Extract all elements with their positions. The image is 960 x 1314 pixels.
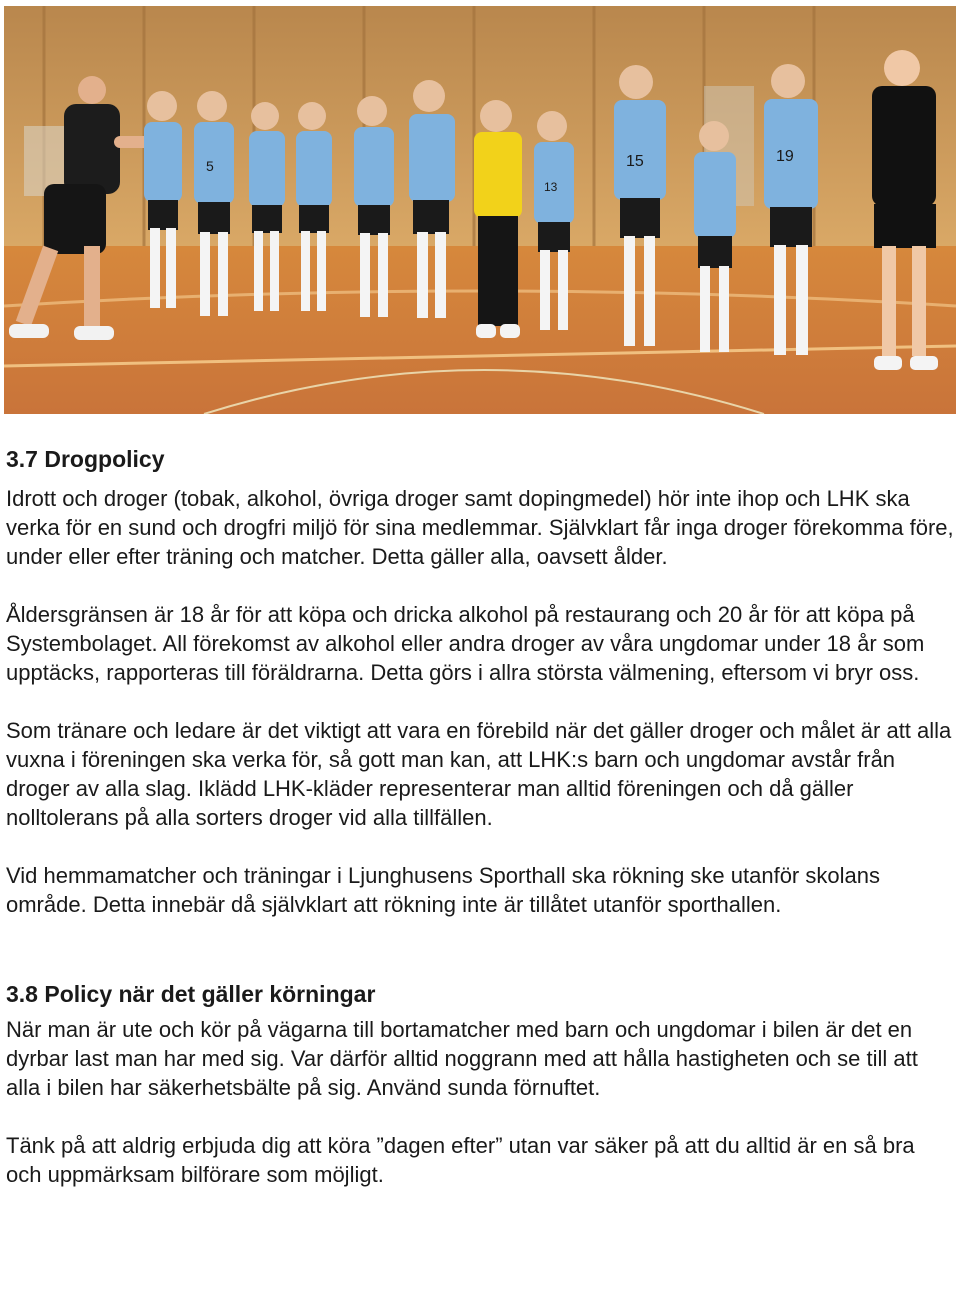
- team-photo-icon: [4, 6, 956, 414]
- paragraph: Åldersgränsen är 18 år för att köpa och dricka alkohol på restaurang och 20 år för att köpa på Systembolaget. All förekomst av alkohol eller andra droger av våra ungdomar under 18 år som upptäcks, rapporteras till föräldrarna. Detta görs i allra största välmening, eftersom vi bryr oss.: [6, 602, 925, 685]
- paragraph: Idrott och droger (tobak, alkohol, övriga droger samt dopingmedel) hör inte ihop och LHK ska verka för en sund och drogfri miljö för sina medlemmar. Självklart får inga droger förekomma före, under eller efter träning och matcher. Detta gäller alla, oavsett ålder.: [6, 486, 954, 569]
- section-heading-drogpolicy: 3.7 Drogpolicy: [6, 446, 165, 472]
- section-heading-korningar: 3.8 Policy när det gäller körningar: [6, 981, 376, 1007]
- paragraph: När man är ute och kör på vägarna till bortamatcher med barn och ungdomar i bilen är det en dyrbar last man har med sig. Var därför alltid noggrann med att hålla hastigheten och se till att alla i bilen har säkerhetsbälte på sig. Använd sunda förnuftet.: [6, 1017, 918, 1100]
- paragraph: Som tränare och ledare är det viktigt att vara en förebild när det gäller droger och målet är att alla vuxna i föreningen ska verka för, så gott man kan, att LHK:s barn och ungdomar avstår från droger av alla slag. Iklädd LHK-kläder representerar man alltid föreningen och då gäller nolltolerans på alla sorters droger vid alla tillfällen.: [6, 718, 952, 830]
- team-photo: [4, 6, 956, 414]
- jersey-number: 5: [206, 158, 214, 174]
- jersey-number: 13: [544, 180, 558, 194]
- jersey-number: 19: [776, 148, 794, 165]
- paragraph: Tänk på att aldrig erbjuda dig att köra ”dagen efter” utan var säker på att du alltid är en så bra och uppmärksam bilförare som möjligt.: [6, 1133, 915, 1187]
- paragraph: Vid hemmamatcher och träningar i Ljunghusens Sporthall ska rökning ske utanför skolans område. Detta innebär då självklart att rökning inte är tillåtet utanför sporthallen.: [6, 863, 880, 917]
- jersey-number: 15: [626, 153, 644, 170]
- document-content: [6, 440, 954, 1189]
